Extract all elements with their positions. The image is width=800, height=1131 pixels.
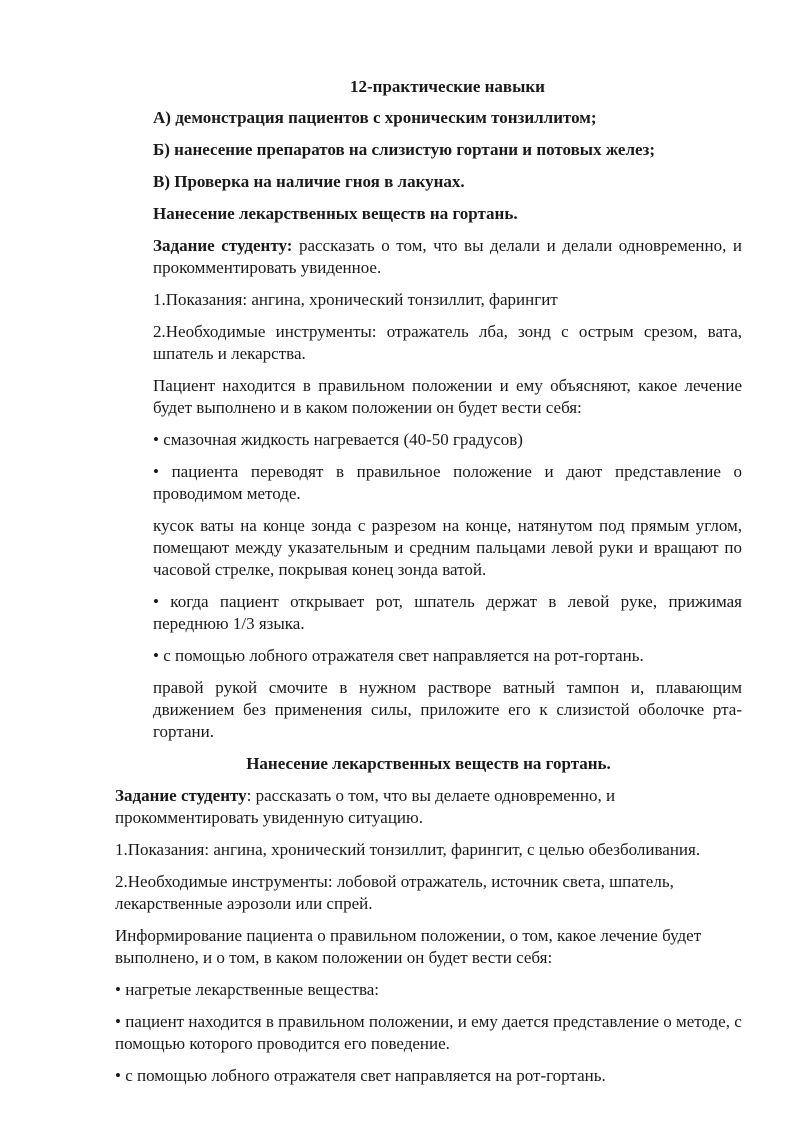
section-practical-skills	[115, 107, 742, 743]
section1-task	[153, 235, 742, 279]
section2-task-label: Задание студенту	[115, 786, 247, 805]
section1-bullet: • пациента переводят в правильное положение и дают представление о проводимом методе.	[153, 462, 742, 503]
section2-task-text: : рассказать о том, что вы делаете одновременно, и прокомментировать увиденную ситуацию.	[115, 786, 616, 827]
section2-bullet: • пациент находится в правильном положении, и ему дается представление о методе, с помощью которого проводится его поведение.	[115, 1012, 742, 1053]
list-item-b: Б) нанесение препаратов на слизистую гортани и потовых желез;	[153, 140, 656, 159]
section1-bullet: • смазочная жидкость нагревается (40-50 градусов)	[153, 430, 523, 449]
section2-paragraph: 1.Показания: ангина, хронический тонзиллит, фарингит, с целью обезболивания.	[115, 840, 701, 859]
section2-bullet: • с помощью лобного отражателя свет направляется на рот-гортань.	[115, 1066, 606, 1085]
section1-paragraph: 1.Показания: ангина, хронический тонзиллит, фарингит	[153, 290, 558, 309]
page-title: 12-практические навыки	[350, 77, 545, 96]
section2-paragraph: Информирование пациента о правильном положении, о том, какое лечение будет выполнено, и о том, в каком положении он будет вести себя:	[115, 926, 702, 967]
section1-paragraph: правой рукой смочите в нужном растворе ватный тампон и, плавающим движением без применения силы, приложите его к слизистой оболочке рта-гортани.	[153, 678, 742, 741]
section1-paragraph: 2.Необходимые инструменты: отражатель лба, зонд с острым срезом, вата, шпатель и лекарства.	[153, 322, 742, 363]
section2-bullet: • нагретые лекарственные вещества:	[115, 980, 380, 999]
section2-paragraph: 2.Необходимые инструменты: лобовой отражатель, источник света, шпатель, лекарственные аэрозоли или спрей.	[115, 872, 674, 913]
section1-task-label: Задание студенту:	[153, 236, 293, 255]
section1-paragraph: Пациент находится в правильном положении и ему объясняют, какое лечение будет выполнено и в каком положении он будет вести себя:	[153, 376, 742, 417]
list-item-c: В) Проверка на наличие гноя в лакунах.	[153, 172, 465, 191]
section2-heading: Нанесение лекарственных веществ на гортань.	[246, 754, 611, 773]
section1-task-text: рассказать о том, что вы делали и делали одновременно, и прокомментировать увиденное.	[153, 236, 743, 277]
section1-paragraph: кусок ваты на конце зонда с разрезом на конце, натянутом под прямым углом, помещают между указательным и средним пальцами левой руки и вращают по часовой стрелке, покрывая конец зонда ватой.	[153, 516, 742, 579]
section1-bullet: • с помощью лобного отражателя свет направляется на рот-гортань.	[153, 646, 644, 665]
section1-heading: Нанесение лекарственных веществ на гортань.	[153, 204, 518, 223]
section1-bullet: • когда пациент открывает рот, шпатель держат в левой руке, прижимая переднюю 1/3 языка.	[153, 592, 742, 633]
list-item-a: А) демонстрация пациентов с хроническим тонзиллитом;	[153, 108, 597, 127]
section2-task	[115, 785, 742, 829]
